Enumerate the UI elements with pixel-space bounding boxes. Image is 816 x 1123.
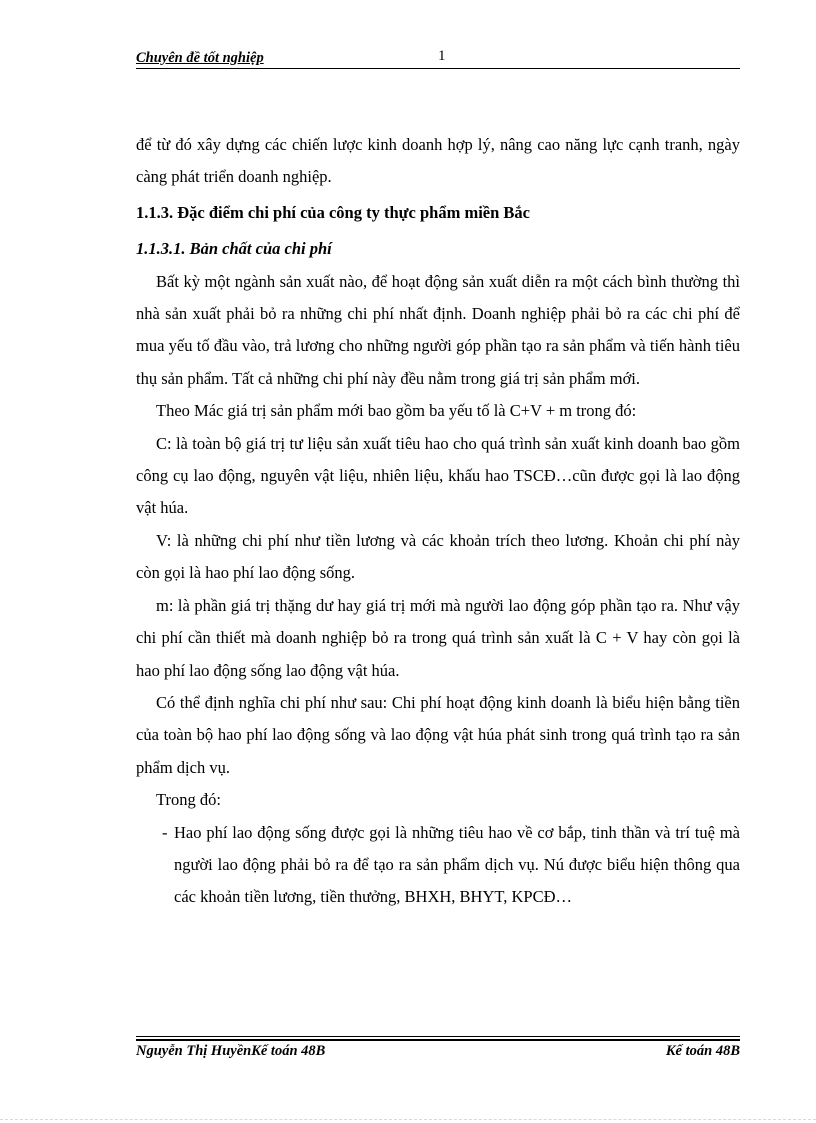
header-divider xyxy=(136,68,740,69)
bullet-item xyxy=(136,817,740,914)
body-paragraph: Theo Mác giá trị sản phẩm mới bao gồm ba yếu tố là C+V + m trong đó: xyxy=(156,401,637,421)
section-heading: 1.1.3. Đặc điểm chi phí của công ty thực phẩm miền Bắc xyxy=(136,202,530,222)
footer-class: Kế toán 48B xyxy=(665,1043,740,1059)
intro-continuation-paragraph: để từ đó xây dựng các chiến lược kinh doanh hợp lý, nâng cao năng lực cạnh tranh, ngày càng phát triển doanh nghiệp. xyxy=(136,135,740,187)
page-number: 1 xyxy=(438,48,446,64)
body-paragraph: Bất kỳ một ngành sản xuất nào, để hoạt động sản xuất diễn ra một cách bình thường thì nhà sản xuất phải bỏ ra những chi phí nhất định. Doanh nghiệp phải bỏ ra các chi phí để mua yếu tố đầu vào, trả lương cho những người góp phần tạo ra sản phẩm và tiến hành tiêu thụ sản phẩm. Tất cả những chi phí này đều nằm trong giá trị sản phẩm mới. xyxy=(136,271,740,388)
page-edge xyxy=(0,1119,816,1120)
bullet-dash: - xyxy=(162,822,168,842)
page-footer xyxy=(136,1036,740,1066)
body-paragraph: m: là phần giá trị thặng dư hay giá trị mới mà người lao động góp phần tạo ra. Như vậy chi phí cần thiết mà doanh nghiệp bỏ ra trong quá trình sản xuất là C + V hay còn gọi là hao phí lao động sống lao động vật húa. xyxy=(136,595,740,680)
footer-author: Nguyễn Thị HuyềnKế toán 48B xyxy=(136,1043,326,1059)
footer-divider-thin xyxy=(136,1036,740,1037)
page-header xyxy=(136,48,740,70)
header-title: Chuyên đề tốt nghiệp xyxy=(136,50,264,66)
body-paragraph: V: là những chi phí như tiền lương và các khoản trích theo lương. Khoản chi phí này còn gọi là hao phí lao động sống. xyxy=(136,530,740,583)
body-paragraph: Có thể định nghĩa chi phí như sau: Chi phí hoạt động kinh doanh là biểu hiện bằng tiền của toàn bộ hao phí lao động sống và lao động vật húa phát sinh trong quá trình tạo ra sản phẩm dịch vụ. xyxy=(136,692,740,777)
bullet-text: Hao phí lao động sống được gọi là những tiêu hao về cơ bắp, tinh thần và trí tuệ mà người lao động phải bỏ ra để tạo ra sản phẩm dịch vụ. Nú được biểu hiện thông qua các khoản tiền lương, tiền thưởng, BHXH, BHYT, KPCĐ… xyxy=(174,822,740,907)
body-paragraph: C: là toàn bộ giá trị tư liệu sản xuất tiêu hao cho quá trình sản xuất kinh doanh bao gồm công cụ lao động, nguyên vật liệu, nhiên liệu, khấu hao TSCĐ…cũn được gọi là lao động vật húa. xyxy=(136,433,740,518)
page-body xyxy=(136,129,740,914)
body-paragraph: Trong đó: xyxy=(156,790,221,810)
footer-divider-thick xyxy=(136,1039,740,1041)
subsection-heading: 1.1.3.1. Bản chất của chi phí xyxy=(136,239,332,259)
